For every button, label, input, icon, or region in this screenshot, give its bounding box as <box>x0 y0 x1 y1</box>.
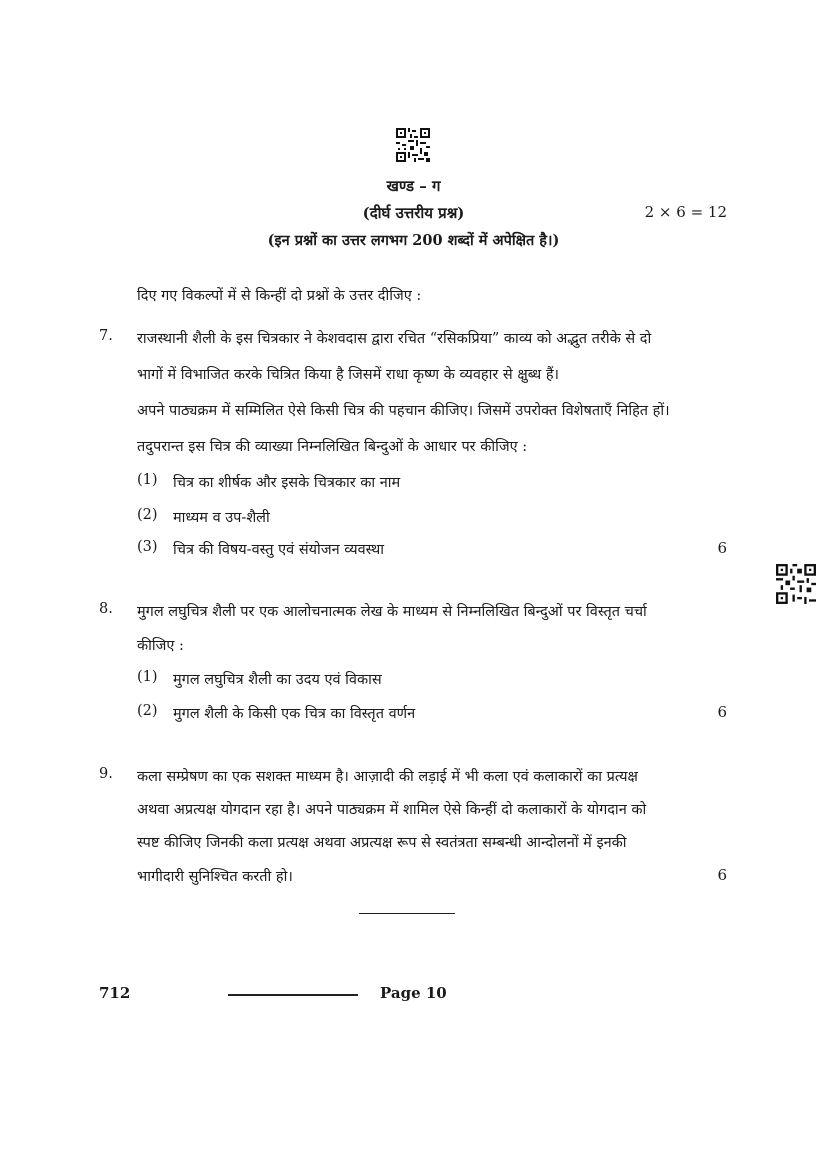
paper-code: 712 <box>99 984 131 1002</box>
question-marks: 6 <box>717 866 727 884</box>
question-text-line: अथवा अप्रत्यक्ष योगदान रहा है। अपने पाठ्यक्रम में शामिल ऐसे किन्हीं दो कलाकारों के योगदान को <box>137 802 647 818</box>
question-number: 9. <box>99 766 113 782</box>
option-text: चित्र की विषय-वस्तु एवं संयोजन व्यवस्था <box>173 542 385 558</box>
question-text-line: राजस्थानी शैली के इस चित्रकार ने केशवदास द्वारा रचित “रसिकप्रिया” काव्य को अद्भुत तरीके से दो <box>137 331 652 347</box>
option-number: (1) <box>137 669 158 685</box>
option-number: (3) <box>137 539 158 555</box>
word-limit-note: (इन प्रश्नों का उत्तर लगभग 200 शब्दों में अपेक्षित है।) <box>267 232 560 249</box>
question-text-line: भागों में विभाजित करके चित्रित किया है जिसमें राधा कृष्ण के व्यवहार से क्षुब्ध हैं। <box>137 367 560 383</box>
question-text-line: अपने पाठ्यक्रम में सम्मिलित ऐसे किसी चित्र की पहचान कीजिए। जिसमें उपरोक्त विशेषताएँ निहित हों। <box>137 403 670 419</box>
instruction-text: दिए गए विकल्पों में से किन्हीं दो प्रश्नों के उत्तर दीजिए : <box>137 288 422 304</box>
option-number: (2) <box>137 703 158 719</box>
question-marks: 6 <box>717 539 727 557</box>
option-text: मुगल शैली के किसी एक चित्र का विस्तृत वर्णन <box>173 706 416 722</box>
footer-divider <box>228 994 358 996</box>
question-text-line: भागीदारी सुनिश्चित करती हो। <box>137 869 293 885</box>
question-text-line: कला सम्प्रेषण का एक सशक्त माध्यम है। आज़ादी की लड़ाई में भी कला एवं कलाकारों का प्रत्यक्ष <box>137 769 638 785</box>
section-subtitle: (दीर्घ उत्तरीय प्रश्न) <box>362 204 465 222</box>
option-text: माध्यम व उप-शैली <box>173 510 270 526</box>
option-text: चित्र का शीर्षक और इसके चित्रकार का नाम <box>173 475 401 491</box>
question-marks: 6 <box>717 703 727 721</box>
question-number: 7. <box>99 328 113 344</box>
option-number: (1) <box>137 472 158 488</box>
option-number: (2) <box>137 507 158 523</box>
page-number: Page 10 <box>380 984 447 1002</box>
option-text: मुगल लघुचित्र शैली का उदय एवं विकास <box>173 672 382 688</box>
question-number: 8. <box>99 601 113 617</box>
qr-code-icon <box>776 564 816 604</box>
section-title: खण्ड – ग <box>386 177 441 195</box>
qr-code-icon <box>396 128 430 162</box>
question-text-line: तदुपरान्त इस चित्र की व्याख्या निम्नलिखित बिन्दुओं के आधार पर कीजिए : <box>137 439 528 455</box>
question-text-line: मुगल लघुचित्र शैली पर एक आलोचनात्मक लेख के माध्यम से निम्नलिखित बिन्दुओं पर विस्तृत चर्चा <box>137 604 647 620</box>
question-text-line: कीजिए : <box>137 638 184 654</box>
question-text-line: स्पष्ट कीजिए जिनकी कला प्रत्यक्ष अथवा अप्रत्यक्ष रूप से स्वतंत्रता सम्बन्धी आन्दोलनों में इनकी <box>137 835 627 851</box>
section-marks-formula: 2 × 6 = 12 <box>644 203 727 221</box>
section-end-divider <box>359 913 455 914</box>
